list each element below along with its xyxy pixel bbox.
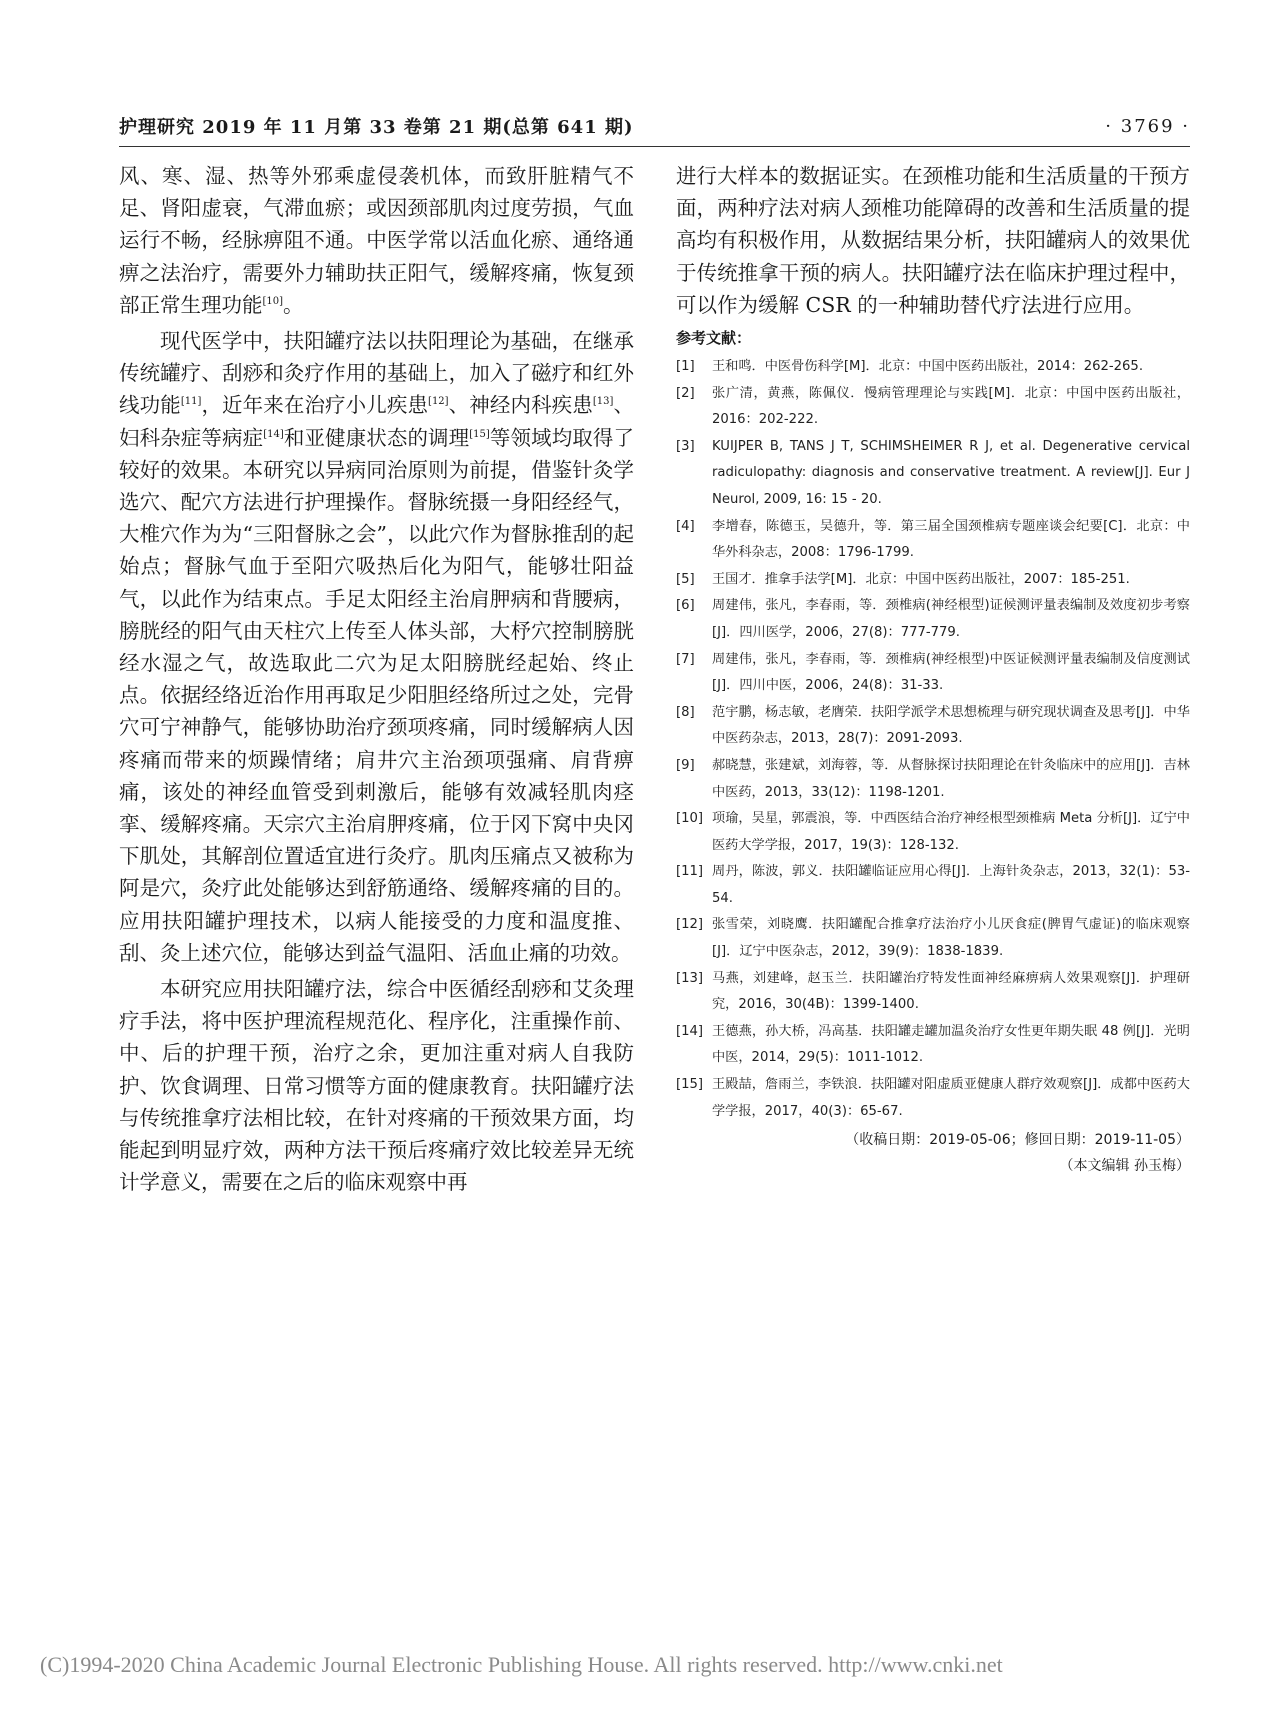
reference-text: 王德燕，孙大桥，冯高基．扶阳罐走罐加温灸治疗女性更年期失眠 48 例[J]．光明中医，2014，29(5)：1011-1012. bbox=[712, 1023, 1190, 1066]
reference-number: [9] bbox=[676, 757, 695, 773]
editor-note: （本文编辑 孙玉梅） bbox=[1059, 1158, 1190, 1175]
reference-number: [4] bbox=[676, 518, 695, 534]
page-header bbox=[119, 110, 1190, 147]
received-dates: （收稿日期：2019-05-06；修回日期：2019-11-05） bbox=[845, 1132, 1190, 1149]
reference-number: [14] bbox=[676, 1023, 704, 1039]
citation-ref[interactable]: [13] bbox=[592, 396, 614, 408]
paragraph-continued: 进行大样本的数据证实。在颈椎功能和生活质量的干预方面，两种疗法对病人颈椎功能障碍的改善和生活质量的提高均有积极作用，从数据结果分析，扶阳罐病人的效果优于传统推拿干预的病人。扶阳罐疗法在临床护理过程中，可以作为缓解 CSR 的一种辅助替代疗法进行应用。 bbox=[676, 164, 1190, 317]
reference-item bbox=[676, 434, 1190, 514]
reference-item bbox=[676, 753, 1190, 806]
citation-ref[interactable]: [15] bbox=[469, 428, 490, 440]
reference-number: [12] bbox=[676, 917, 704, 933]
reference-text: 王殿喆，詹雨兰，李铁浪．扶阳罐对阳虚质亚健康人群疗效观察[J]．成都中医药大学学报，2017，40(3)：65-67. bbox=[712, 1077, 1190, 1119]
reference-text: 项瑜，吴星，郭震浪，等．中西医结合治疗神经根型颈椎病 Meta 分析[J]．辽宁中医药大学学报，2017，19(3)：128-132. bbox=[712, 811, 1190, 853]
reference-item bbox=[676, 966, 1190, 1019]
reference-item bbox=[676, 1019, 1190, 1072]
reference-item bbox=[676, 354, 1190, 381]
citation-ref[interactable]: [10] bbox=[262, 295, 284, 307]
reference-number: [3] bbox=[676, 438, 695, 454]
reference-item bbox=[676, 381, 1190, 434]
paragraph-2: 现代医学中，扶阳罐疗法以扶阳理论为基础，在继承传统罐疗、刮痧和灸疗作用的基础上，加入了磁疗和红外线功能[11]，近年来在治疗小儿疾患[12]、神经内科疾患[13]、妇科杂症等病症[14]和亚健康状态的调理[15]等领域均取得了较好的效果。本研究以异病同治原则为前提，借鉴针灸学选穴、配穴方法进行护理操作。督脉统摄一身阳经经气，大椎穴作为为“三阳督脉之会”，以此穴作为督脉推刮的起始点；督脉气血于至阳穴吸热后化为阳气，能够壮阳益气，以此作为结束点。手足太阳经主治肩胛病和背腰病，膀胱经的阳气由天柱穴上传至人体头部，大杼穴控制膀胱经水湿之气，故选取此二穴为足太阳膀胱经起始、终止点。依据经络近治作用再取足少阳胆经络所过之处，完骨穴可宁神静气，能够协助治疗颈项疼痛，同时缓解病人因疼痛而带来的烦躁情绪；肩井穴主治颈项强痛、肩背痹痛，该处的神经血管受到刺激后，能够有效减轻肌肉痉挛、缓解疼痛。天宗穴主治肩胛疼痛，位于冈下窝中央冈下肌处，其解剖位置适宜进行灸疗。肌肉压痛点又被称为阿是穴，灸疗此处能够达到舒筋通络、缓解疼痛的目的。应用扶阳罐护理技术，以病人能接受的力度和温度推、刮、灸上述穴位，能够达到益气温阳、活血止痛的功效。 bbox=[119, 329, 635, 965]
reference-number: [5] bbox=[676, 571, 695, 587]
reference-number: [2] bbox=[676, 385, 695, 401]
reference-number: [13] bbox=[676, 970, 704, 986]
reference-text: 张广清，黄燕，陈佩仪．慢病管理理论与实践[M]．北京：中国中医药出版社，2016：202-222. bbox=[712, 385, 1190, 428]
reference-item bbox=[676, 912, 1190, 965]
right-column bbox=[676, 160, 1190, 1179]
reference-text: 王国才．推拿手法学[M]．北京：中国中医药出版社，2007：185-251. bbox=[712, 571, 1130, 587]
reference-number: [8] bbox=[676, 704, 695, 720]
paragraph-3: 本研究应用扶阳罐疗法，综合中医循经刮痧和艾灸理疗手法，将中医护理流程规范化、程序化，注重操作前、中、后的护理干预，治疗之余，更加注重对病人自我防护、饮食调理、日常习惯等方面的健康教育。扶阳罐疗法与传统推拿疗法相比较，在针对疼痛的干预效果方面，均能起到明显疗效，两种方法干预后疼痛疗效比较差异无统计学意义，需要在之后的临床观察中再 bbox=[119, 977, 634, 1195]
reference-number: [11] bbox=[676, 864, 704, 880]
reference-text: 李增春，陈德玉，吴德升，等．第三届全国颈椎病专题座谈会纪要[C]．北京：中华外科杂志，2008：1796-1799. bbox=[712, 518, 1190, 561]
reference-item bbox=[676, 859, 1190, 912]
reference-text: 王和鸣．中医骨伤科学[M]．北京：中国中医药出版社，2014：262-265. bbox=[712, 359, 1144, 375]
reference-item bbox=[676, 1072, 1190, 1125]
journal-citation: 护理研究 2019 年 11 月第 33 卷第 21 期(总第 641 期) bbox=[119, 117, 634, 138]
reference-number: [10] bbox=[676, 811, 704, 827]
reference-number: [7] bbox=[676, 651, 695, 667]
citation-ref[interactable]: [11] bbox=[180, 396, 202, 408]
page-number: · 3769 · bbox=[1105, 115, 1190, 137]
reference-text: 郝晓慧，张建斌，刘海蓉，等．从督脉探讨扶阳理论在针灸临床中的应用[J]．吉林中医药，2013，33(12)：1198-1201. bbox=[712, 757, 1190, 800]
references-list bbox=[676, 354, 1190, 1125]
reference-item bbox=[676, 647, 1190, 700]
reference-item bbox=[676, 514, 1190, 567]
left-column bbox=[119, 160, 634, 1199]
reference-text: 范宇鹏，杨志敏，老膺荣．扶阳学派学术思想梳理与研究现状调查及思考[J]．中华中医药杂志，2013，28(7)：2091-2093. bbox=[712, 704, 1190, 747]
reference-text: 马燕，刘建峰，赵玉兰．扶阳罐治疗特发性面神经麻痹病人效果观察[J]．护理研究，2016，30(4B)：1399-1400. bbox=[712, 970, 1190, 1013]
reference-item bbox=[676, 806, 1190, 859]
paragraph-1: 风、寒、湿、热等外邪乘虚侵袭机体，而致肝脏精气不足、肾阳虚衰，气滞血瘀；或因颈部肌肉过度劳损，气血运行不畅，经脉痹阻不通。中医学常以活血化瘀、通络通痹之法治疗，需要外力辅助扶正阳气，缓解疼痛，恢复颈部正常生理功能[10]。 bbox=[119, 164, 634, 317]
citation-ref[interactable]: [14] bbox=[263, 428, 284, 440]
references-heading: 参考文献： bbox=[676, 329, 752, 348]
reference-text: 周建伟，张凡，李春雨，等．颈椎病(神经根型)中医证候测评量表编制及信度测试[J]．四川中医，2006，24(8)：31-33. bbox=[712, 651, 1190, 694]
reference-number: [1] bbox=[676, 359, 695, 375]
reference-text: 周建伟，张凡，李春雨，等．颈椎病(神经根型)证候测评量表编制及效度初步考察[J]．四川医学，2006，27(8)：777-779. bbox=[712, 598, 1190, 640]
copyright-footer: (C)1994-2020 China Academic Journal Electronic Publishing House. All rights reserved. http://www.cnki.net bbox=[40, 1652, 1003, 1677]
reference-number: [6] bbox=[676, 598, 695, 614]
reference-number: [15] bbox=[676, 1077, 704, 1093]
reference-text: KUIJPER B, TANS J T, SCHIMSHEIMER R J, et al. Degenerative cervical radiculopathy: diagnosis and conservative treatment. A review[J]. Eur J Neurol, 2009, 16: 15 - 20. bbox=[712, 438, 1190, 507]
reference-item bbox=[676, 567, 1190, 594]
reference-item bbox=[676, 700, 1190, 753]
reference-text: 张雪荣，刘晓鹰．扶阳罐配合推拿疗法治疗小儿厌食症(脾胃气虚证)的临床观察[J]．辽宁中医杂志，2012，39(9)：1838-1839. bbox=[712, 917, 1190, 960]
reference-text: 周丹，陈波，郭义．扶阳罐临证应用心得[J]．上海针灸杂志，2013，32(1)：53-54. bbox=[712, 864, 1190, 906]
citation-ref[interactable]: [12] bbox=[428, 396, 449, 408]
reference-item bbox=[676, 593, 1190, 646]
